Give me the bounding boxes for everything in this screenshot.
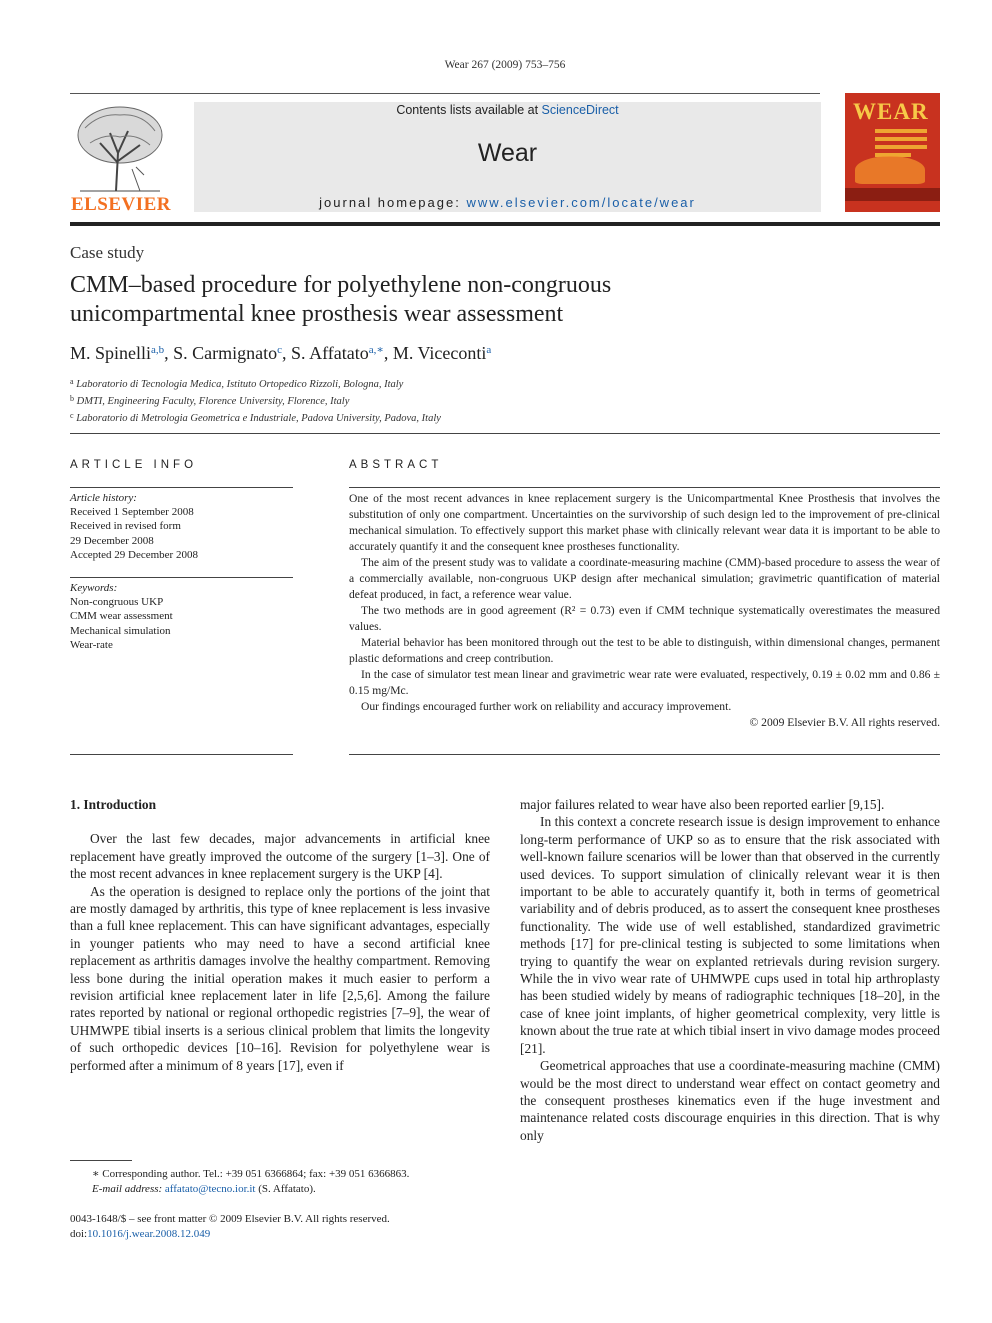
journal-name: Wear — [477, 139, 538, 167]
abstract-paragraph: One of the most recent advances in knee replacement surgery is the Unicompartmental Knee Prosthesis that involves the substitution of only one compartment. Uncertainties on the survivorship of such design led to the improvement of pre-clinical mechanical simulation. To effectively support this market phase with clinically relevant wear data it is important to be able to accurately quantify it and the consequent knee prostheses functionality. — [349, 492, 940, 553]
author-affiliation-mark[interactable]: a,∗ — [368, 344, 384, 356]
issn-line: 0043-1648/$ – see front matter © 2009 Elsevier B.V. All rights reserved. — [70, 1213, 390, 1225]
affiliation-item — [70, 392, 441, 409]
title-line-1: CMM–based procedure for polyethylene non-congruous — [70, 272, 612, 298]
abstract-paragraph: In the case of simulator test mean linear and gravimetric wear rate were evaluated, respectively, 0.19 ± 0.02 mm and 0.86 ± 0.15 mg/Mc. — [349, 668, 940, 697]
footnote-rule — [70, 1160, 132, 1161]
affiliation-item — [70, 375, 441, 392]
author[interactable] — [173, 343, 282, 363]
corresponding-author-note: ∗ Corresponding author. Tel.: +39 051 6366864; fax: +39 051 6366863. — [92, 1168, 410, 1180]
abstract-heading: ABSTRACT — [349, 459, 443, 471]
cover-illustration — [855, 156, 925, 184]
keywords-label: Keywords: — [70, 582, 118, 594]
keyword-item: Non-congruous UKP — [70, 596, 164, 609]
author-name: S. Carmignato — [173, 343, 278, 363]
history-item: Received in revised form — [70, 520, 181, 533]
header-thick-rule — [70, 222, 940, 226]
article-info-rule — [70, 487, 293, 488]
affiliation-mark: b — [70, 394, 74, 403]
journal-homepage-line — [194, 195, 821, 210]
affiliation-mark: a — [70, 377, 74, 386]
affiliation-text: DMTI, Engineering Faculty, Florence University, Florence, Italy — [76, 396, 350, 407]
journal-masthead — [194, 102, 821, 212]
keyword-item: Mechanical simulation — [70, 624, 171, 637]
keywords — [70, 581, 293, 652]
doi-label: doi: — [70, 1227, 88, 1240]
body-paragraph: As the operation is designed to replace only the portions of the joint that are mostly damaged by arthritis, this type of knee replacement is less invasive than a full knee replacement. This can have significant advantages, especially in younger patients who may need to have a second artificial knee replacement as arthritis damages involve the healthy compartment. Removing less bone during the initial operation makes it much easier to perform a revision artificial knee replacement later in life [2,5,6]. Among the failure rates reported by national or regional orthopedic registries [7–9], the wear of UHMWPE tibial inserts is a serious clinical problem that limits the longevity of such orthopedic devices [10–16]. Revision for polyethylene wear is performed after a minimum of 8 years [17], even if — [70, 883, 490, 1073]
cover-title: WEAR — [853, 99, 929, 124]
keyword-item: Wear-rate — [70, 638, 113, 651]
author-affiliation-mark[interactable]: a — [486, 344, 492, 356]
elsevier-tree-icon — [70, 103, 170, 193]
body-paragraph: Geometrical approaches that use a coordinate-measuring machine (CMM) would be the most direct to understand wear effect on contact geometry and the consequent prostheses kinematics even if the huge investment and maintenance related costs discourage enquiries in this direction. That is why only — [520, 1058, 940, 1143]
affiliation-mark: c — [70, 411, 74, 420]
elsevier-logo[interactable] — [70, 103, 172, 215]
doi-link[interactable]: 10.1016/j.wear.2008.12.049 — [87, 1227, 211, 1240]
author-separator: , — [282, 343, 292, 363]
title-line-2: unicompartmental knee prosthesis wear assessment — [70, 301, 564, 327]
publication-info — [70, 1212, 390, 1241]
abstract-body — [349, 491, 940, 731]
affiliation-item — [70, 409, 441, 426]
abstract-paragraph: Material behavior has been monitored through out the test to be able to distinguish, within dimensional changes, permanent plastic deformations and creep contribution. — [349, 636, 940, 665]
history-item: 29 December 2008 — [70, 534, 154, 547]
cover-band — [845, 188, 940, 201]
body-paragraph: major failures related to wear have also been reported earlier [9,15]. — [520, 797, 885, 812]
author-list — [70, 343, 491, 364]
article-info-rule — [70, 754, 293, 755]
email-label: E-mail address: — [92, 1182, 165, 1195]
history-label: Article history: — [70, 492, 137, 504]
abstract-paragraph: Our findings encouraged further work on reliability and accuracy improvement. — [361, 700, 732, 713]
section-divider — [70, 433, 940, 434]
abstract-paragraph: The aim of the present study was to validate a coordinate-measuring machine (CMM)-based procedure to assess the wear of a commercially available, non-congruous UKP design after mechanical simulation; gravimetric quantification of material defeat produced, in fact, a reference wear value. — [349, 556, 940, 601]
body-paragraph: In this context a concrete research issue is design improvement to enhance long-term performance of UKP so as to ensure that the risk associated with well-known failure scenarios will be lower than that observed in the currently used devices. To support simulation of clinically relevant wear it is then important to be able to accurately quantify it, both in terms of geometrical variability and of debris produced, as to assert the consequent knee prostheses functionality. The wide use of well established, standardized gravimetric methods [17] for pre-clinical testing is subjected to some limitations when trying to quantify the wear on explanted retrievals during revision surgery. While the in vivo wear rate of UHMWPE cups used in total hip arthroplasty has been studied widely by means of radiographic techniques [18–20], in the case of knee joint implants, of higher geometrical complexity, very little is known about the true rate at which tibial insert in vivo damage modes proceed [21]. — [520, 814, 940, 1056]
introduction-heading: 1. Introduction — [70, 797, 157, 812]
author-name: S. Affatato — [291, 343, 369, 363]
author[interactable] — [393, 343, 491, 363]
history-item: Received 1 September 2008 — [70, 506, 194, 519]
author-affiliation-mark[interactable]: c — [277, 344, 283, 356]
email-suffix: (S. Affatato). — [255, 1182, 316, 1195]
footnotes — [70, 1167, 490, 1196]
author-separator: , — [164, 343, 174, 363]
body-column-left — [70, 796, 490, 1074]
abstract-paragraph: The two methods are in good agreement (R² = 0.73) even if CMM technique systematically overestimates the measured values. — [349, 604, 940, 633]
author-affiliation-mark[interactable]: a,b — [151, 344, 165, 356]
email-link[interactable]: affatato@tecno.ior.it — [164, 1182, 256, 1195]
author-name: M. Spinelli — [70, 343, 152, 363]
header-top-rule — [70, 93, 820, 94]
affiliation-text: Laboratorio di Tecnologia Medica, Istituto Ortopedico Rizzoli, Bologna, Italy — [76, 379, 404, 390]
author-separator: , — [383, 343, 393, 363]
affiliation-text: Laboratorio di Metrologia Geometrica e Industriale, Padova University, Padova, Italy — [76, 413, 441, 424]
contents-prefix: Contents lists available at — [396, 103, 542, 117]
body-paragraph: Over the last few decades, major advancements in artificial knee replacement have greatly improved the outcome of the surgery [1–3]. One of the most recent advances in knee replacement surgery is the UKP [4]. — [70, 831, 490, 882]
contents-available-line — [194, 103, 821, 117]
journal-cover-image[interactable] — [845, 93, 940, 212]
author[interactable] — [70, 343, 164, 363]
article-type: Case study — [70, 243, 145, 262]
affiliation-list — [70, 375, 441, 426]
article-info-heading: ARTICLE INFO — [70, 459, 198, 471]
abstract-rule — [349, 754, 940, 755]
body-column-right — [520, 796, 940, 1144]
elsevier-wordmark: ELSEVIER — [70, 194, 172, 215]
history-item: Accepted 29 December 2008 — [70, 548, 198, 561]
journal-citation: Wear 267 (2009) 753–756 — [444, 59, 566, 71]
article-history — [70, 491, 293, 562]
author-name: M. Viceconti — [392, 343, 487, 363]
doi-line — [70, 1227, 390, 1242]
article-title — [70, 271, 830, 329]
keyword-item: CMM wear assessment — [70, 610, 173, 623]
abstract-rule — [349, 487, 940, 488]
homepage-prefix: journal homepage: — [319, 195, 467, 210]
homepage-link[interactable]: www.elsevier.com/locate/wear — [466, 195, 696, 210]
article-info-rule — [70, 577, 293, 578]
author[interactable] — [291, 343, 384, 363]
sciencedirect-link[interactable]: ScienceDirect — [541, 103, 619, 117]
email-note — [70, 1182, 490, 1197]
abstract-copyright: © 2009 Elsevier B.V. All rights reserved. — [749, 716, 940, 729]
